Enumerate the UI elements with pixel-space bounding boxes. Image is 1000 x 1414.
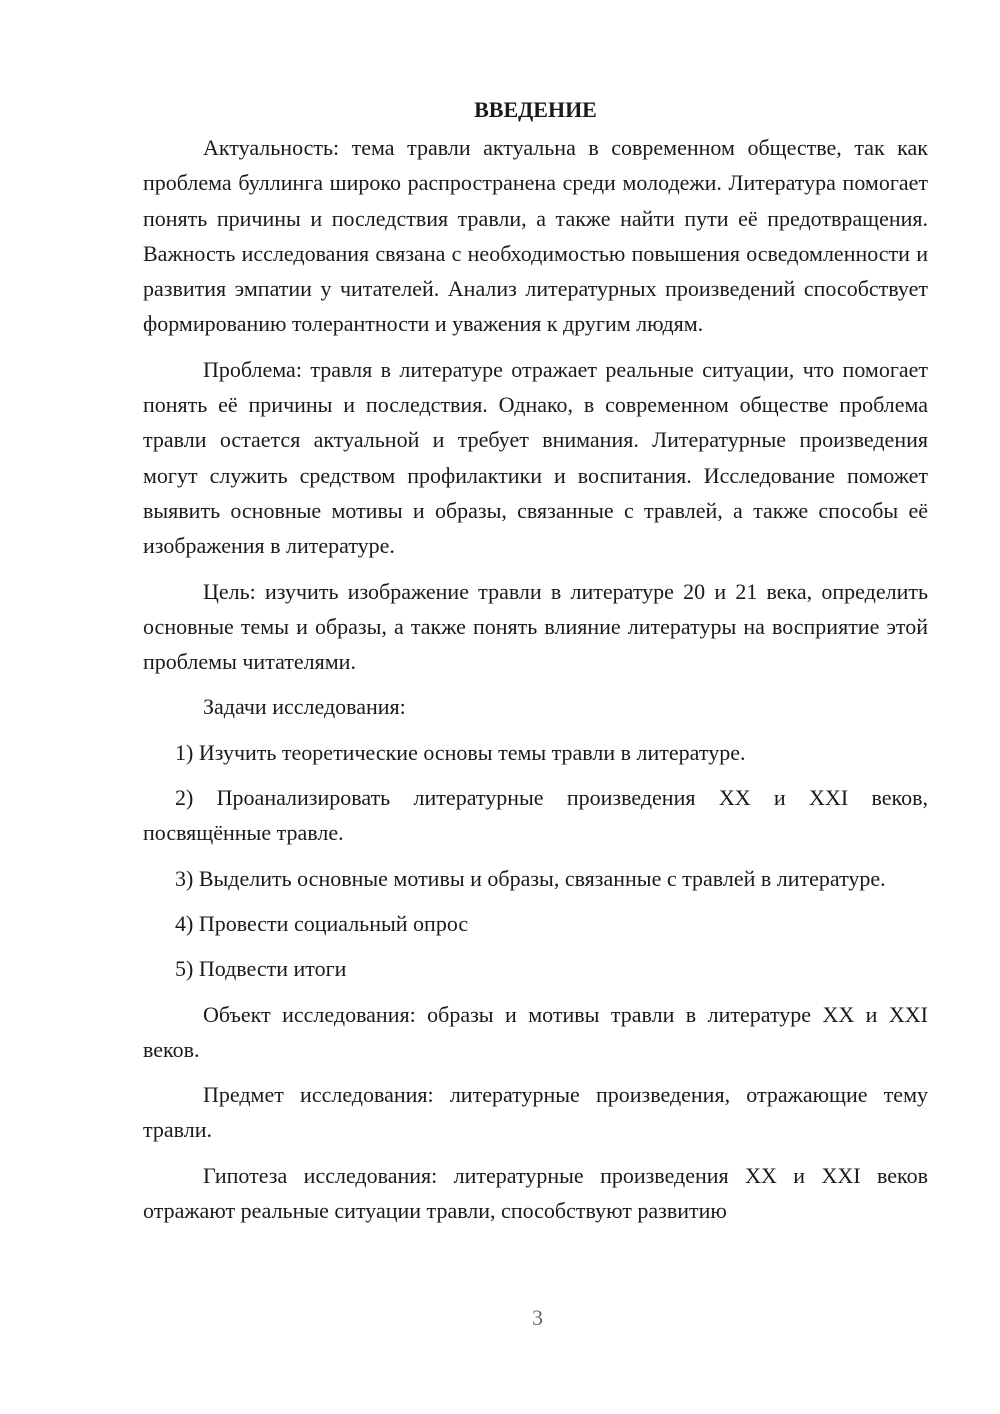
problem-paragraph: Проблема: травля в литературе отражает реальные ситуации, что помогает понять её причины и последствия. Однако, в современном обществе проблема травли остается актуальной и требует внимания. Литературные произведения могут служить средством профилактики и воспитания. Исследование поможет выявить основные мотивы и образы, связанные с травлей, а также способы её изображения в литературе. — [143, 356, 928, 559]
relevance-paragraph: Актуальность: тема травли актуальна в современном обществе, так как проблема буллинга широко распространена среди молодежи. Литература помогает понять причины и последствия травли, а также найти пути её предотвращения. Важность исследования связана с необходимостью повышения осведомленности и развития эмпатии у читателей. Анализ литературных произведений способствует формированию толерантности и уважения к другим людям. — [143, 135, 928, 337]
document-title: ВВЕДЕНИЕ — [474, 97, 597, 122]
hypothesis-paragraph: Гипотеза исследования: литературные произведения XX и XXI веков отражают реальные ситуации травли, способствуют развитию — [143, 1162, 928, 1224]
task-item-2: 2) Проанализировать литературные произведения XX и XXI веков, посвящённые травле. — [143, 785, 928, 846]
tasks-heading: Задачи исследования: — [203, 694, 406, 720]
goal-paragraph: Цель: изучить изображение травли в литературе 20 и 21 века, определить основные темы и образы, а также понять влияние литературы на восприятие этой проблемы читателями. — [143, 578, 928, 675]
page-number: 3 — [532, 1305, 543, 1330]
task-item-1: 1) Изучить теоретические основы темы травли в литературе. — [175, 739, 746, 765]
object-paragraph: Объект исследования: образы и мотивы травли в литературе XX и XXI веков. — [143, 1001, 928, 1062]
subject-paragraph: Предмет исследования: литературные произведения, отражающие тему травли. — [143, 1082, 928, 1143]
task-item-3: 3) Выделить основные мотивы и образы, связанные с травлей в литературе. — [175, 865, 886, 891]
document-page — [143, 92, 928, 1238]
task-item-4: 4) Провести социальный опрос — [175, 910, 469, 936]
task-item-5: 5) Подвести итоги — [175, 956, 347, 982]
